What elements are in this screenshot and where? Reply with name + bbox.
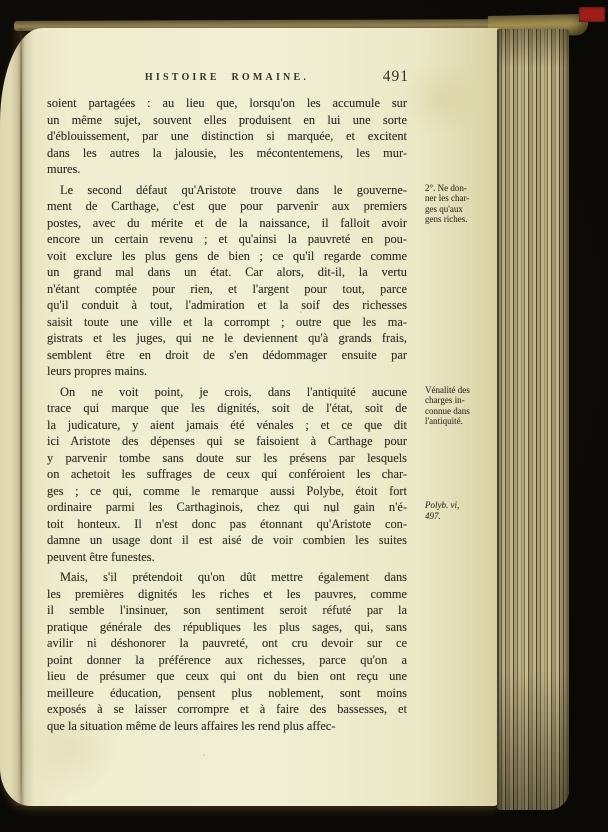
paragraph: [47, 182, 470, 380]
text-line: un grand mal dans un état. Car alors, dit-il, la vertu: [47, 265, 407, 279]
page-number: 491: [382, 68, 409, 85]
text-line: toit honteux. Il n'est donc pas étonnant qu'Aristote con-: [47, 516, 407, 531]
margin-note-line: Polyb. vi,: [425, 500, 460, 510]
text-line: exposés à se laisser corrompre et à faire des bassesses, et: [47, 702, 407, 716]
paragraph: [47, 569, 407, 734]
red-edge-label: [579, 7, 605, 22]
text-line: saisit toute une ville et la corrompt ; outre que les ma-: [47, 314, 407, 329]
text-line: y parvenir tombe sans doute sur les présens par lesquels: [47, 450, 407, 465]
running-title: HISTOIRE ROMAINE.: [144, 72, 310, 83]
text-line: ment de Carthage, c'est que pour parvenir aux premiers: [47, 199, 407, 213]
paragraph: [47, 384, 470, 566]
text-line: on achetoit les suffrages de ceux qui conféroient les char-: [47, 467, 407, 481]
margin-note-line: ges qu'aux: [425, 203, 463, 214]
margin-note-line: 2°. Ne don-: [425, 182, 467, 193]
text-line: d'éblouissement, par une distinction si marquée, et excitent: [47, 129, 407, 143]
text-line: ordinaire parmi les Carthaginois, chez qui nul gain n'é-: [47, 500, 407, 514]
text-line: peuvent être funestes.: [47, 549, 155, 564]
text-line: que la situation même de leurs affaires les rend plus affec-: [47, 718, 336, 733]
text-line: qu'il conduit à tout, l'admiration et la soif des richesses: [47, 298, 407, 312]
text-line: soient partagées : au lieu que, lorsqu'on les accumule sur: [47, 96, 407, 110]
margin-note-line: Vénalité des: [425, 384, 470, 395]
text-line: On ne voit point, je crois, dans l'antiquité aucune: [60, 384, 407, 399]
text-line: trace qui marque que les dignités, soit de l'état, soit de: [47, 401, 407, 415]
book-page: [0, 28, 499, 806]
text-line: mures.: [47, 162, 81, 176]
text-line: leurs propres mains.: [47, 364, 148, 378]
text-line: il semble l'insinuer, son sentiment seroit réfuté par la: [47, 603, 407, 617]
text-line: les premières dignités les riches et les pauvres, comme: [47, 586, 407, 601]
margin-note-line: ner les char-: [425, 193, 470, 204]
text-line: ges ; ce qui, comme le remarque aussi Polybe, étoit fort: [47, 483, 407, 498]
margin-note: [425, 500, 491, 521]
text-line: voit exclure les plus gens de bien ; ce qu'il regarde comme: [47, 248, 407, 263]
text-line: damne un usage dont il est aisé de voir combien les suites: [47, 533, 407, 547]
text-line: point donner la préférence aux richesses, parce qu'on a: [47, 652, 407, 667]
text-line: n'étant comptée pour rien, et l'argent pour tout, parce: [47, 281, 407, 296]
margin-note-line: connue dans: [425, 405, 470, 416]
text-line: pratique générale des républiques les plus sages, qui, sans: [47, 619, 407, 634]
text-line: Mais, s'il prétendoit qu'on dût mettre également dans: [60, 570, 407, 584]
text-line: dans les autres la jalousie, les mécontentemens, les mur-: [47, 145, 407, 160]
fore-edge-pages: [497, 29, 569, 810]
text-line: meilleure éducation, pensent plus noblement, sont moins: [47, 685, 407, 700]
margin-note-line: charges in-: [425, 395, 465, 406]
text-line: postes, avec du mérite et de la naissance, il falloit avoir: [47, 215, 407, 230]
text-line: encore un certain revenu ; et qu'ainsi la pauvreté en pou-: [47, 232, 407, 246]
margin-note-line: gens riches.: [425, 214, 468, 225]
paragraph: [47, 95, 407, 178]
margin-note: [425, 385, 491, 427]
gutter-crease: [10, 28, 34, 806]
text-line: la judicature, y aient jamais été vénales ; et ce que dit: [47, 417, 407, 432]
margin-note-line: l'antiquité.: [425, 416, 463, 427]
text-line: ici Aristote des dépenses qui se faisoient à Carthage pour: [47, 434, 407, 448]
text-line: lieu de présumer que ceux qui ont du bien ont reçu une: [47, 669, 407, 683]
text-line: semblent être en droit de s'en dédommager ensuite par: [47, 347, 407, 362]
gutter-crease-line: [20, 34, 22, 796]
text-line: Le second défaut qu'Aristote trouve dans le gouverne-: [60, 182, 407, 197]
text-block: [47, 95, 470, 738]
text-line: gistrats et les juges, qui ne le deviennent qu'à grands frais,: [47, 331, 407, 345]
text-line: avilir ni déshonorer la pauvreté, ont cru devoir sur ce: [47, 636, 407, 650]
margin-note: [425, 183, 491, 225]
margin-note-line: 497.: [425, 510, 441, 521]
page-header: [47, 68, 407, 90]
text-line: un même sujet, souvent elles produisent en lui une sorte: [47, 112, 407, 127]
